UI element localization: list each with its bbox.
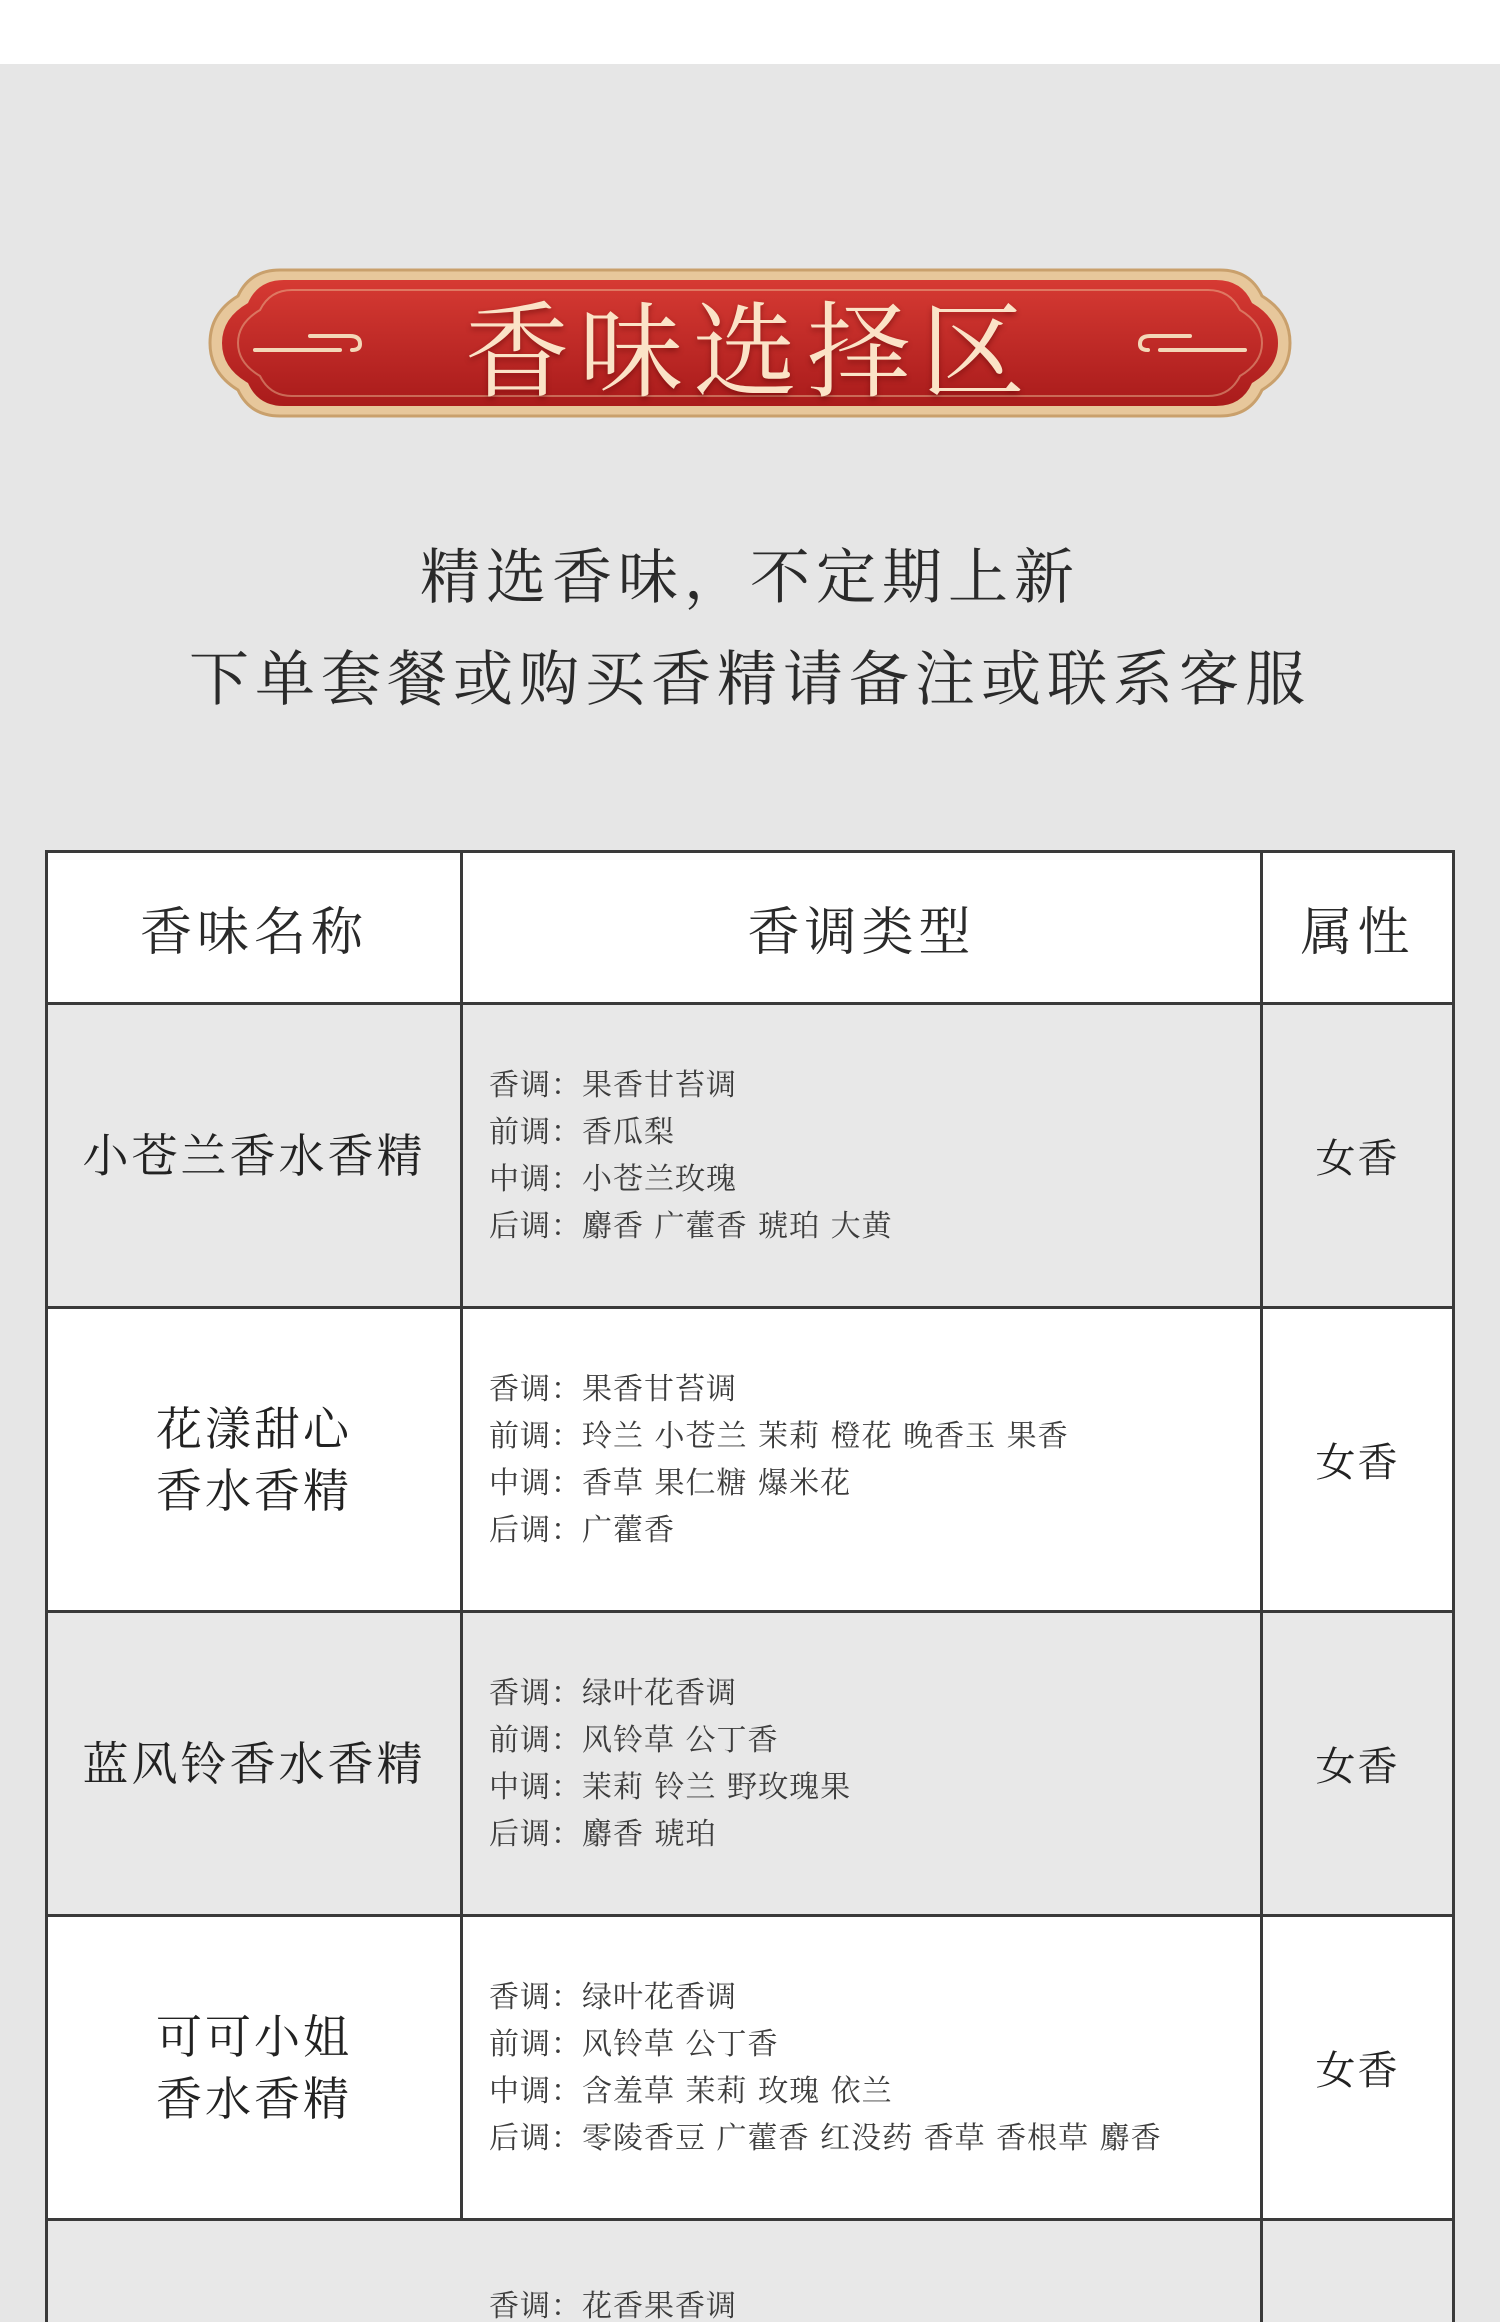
note-line: 前调：香瓜梨: [489, 1114, 675, 1150]
note-line: 后调：零陵香豆 广藿香 红没药 香草 香根草 麝香: [489, 2120, 1162, 2156]
fragrance-name: 花漾甜心 香水香精: [156, 1401, 352, 1518]
fragrance-name: 可可小姐 香水香精: [156, 2009, 352, 2126]
fragrance-attr: 女香: [1315, 1744, 1400, 1790]
note-line: 中调：茉莉 铃兰 野玫瑰果: [489, 1769, 852, 1805]
fragrance-attr-cell: [1263, 1005, 1452, 1306]
note-line: 香调：果香甘苔调: [489, 1067, 737, 1103]
note-line: 前调：风铃草 公丁香: [489, 1722, 779, 1758]
note-line: 后调：麝香 琥珀: [489, 1816, 717, 1852]
banner-title: 香味选择区: [464, 291, 1035, 413]
fragrance-name-cell: [48, 1005, 463, 1306]
fragrance-name-cell: [48, 1309, 463, 1610]
header-label-attr: 属性: [1300, 903, 1415, 963]
header-cell-name: [48, 853, 463, 1002]
fragrance-name: 蓝风铃香水香精: [82, 1736, 426, 1791]
table-header-row: [48, 853, 1452, 1005]
table-row: [48, 1613, 1452, 1917]
table-row: [48, 2221, 1452, 2322]
section-banner: [200, 258, 1300, 428]
note-line: 前调：玲兰 小苍兰 茉莉 橙花 晚香玉 果香: [489, 1418, 1069, 1454]
fragrance-attr: 女香: [1315, 1136, 1400, 1182]
note-line: 中调：香草 果仁糖 爆米花: [489, 1465, 852, 1501]
header-label-name: 香味名称: [139, 903, 368, 963]
fragrance-name-cell: [48, 1917, 463, 2218]
note-line: 中调：含羞草 茉莉 玫瑰 依兰: [489, 2073, 893, 2109]
table-row: [48, 1309, 1452, 1613]
fragrance-attr: 女香: [1315, 2048, 1400, 2094]
table-row: [48, 1917, 1452, 2221]
fragrance-attr-cell: [1263, 1309, 1452, 1610]
fragrance-name-cell: [48, 1613, 463, 1914]
fragrance-attr-cell: [1263, 1917, 1452, 2218]
note-line: 香调：果香甘苔调: [489, 1371, 737, 1407]
subtitle-line-2: 下单套餐或购买香精请备注或联系客服: [189, 645, 1311, 715]
note-line: 香调：绿叶花香调: [489, 1979, 737, 2015]
fragrance-notes-cell: [463, 1309, 1263, 1610]
fragrance-notes-cell: [463, 1613, 1263, 1914]
note-line: 后调：广藿香: [489, 1512, 675, 1548]
fragrance-notes-cell: [463, 1005, 1263, 1306]
header-label-notes: 香调类型: [747, 903, 976, 963]
subtitle-line-1: 精选香味，不定期上新: [420, 543, 1080, 613]
fragrance-attr: 女香: [1315, 1440, 1400, 1486]
note-line: 香调：花香果香调: [489, 2289, 737, 2322]
table-row: [48, 1005, 1452, 1309]
top-strip: [0, 0, 1500, 64]
fragrance-notes-cell: [463, 2221, 1263, 2322]
header-cell-notes: [463, 853, 1263, 1002]
note-line: 中调：小苍兰玫瑰: [489, 1161, 737, 1197]
fragrance-name: 小苍兰香水香精: [82, 1128, 426, 1183]
note-line: 香调：绿叶花香调: [489, 1675, 737, 1711]
header-cell-attr: [1263, 853, 1452, 1002]
fragrance-notes-cell: [463, 1917, 1263, 2218]
fragrance-table: [45, 850, 1455, 2322]
fragrance-attr-cell: [1263, 1613, 1452, 1914]
note-line: 前调：风铃草 公丁香: [489, 2026, 779, 2062]
note-line: 后调：麝香 广藿香 琥珀 大黄: [489, 1208, 893, 1244]
